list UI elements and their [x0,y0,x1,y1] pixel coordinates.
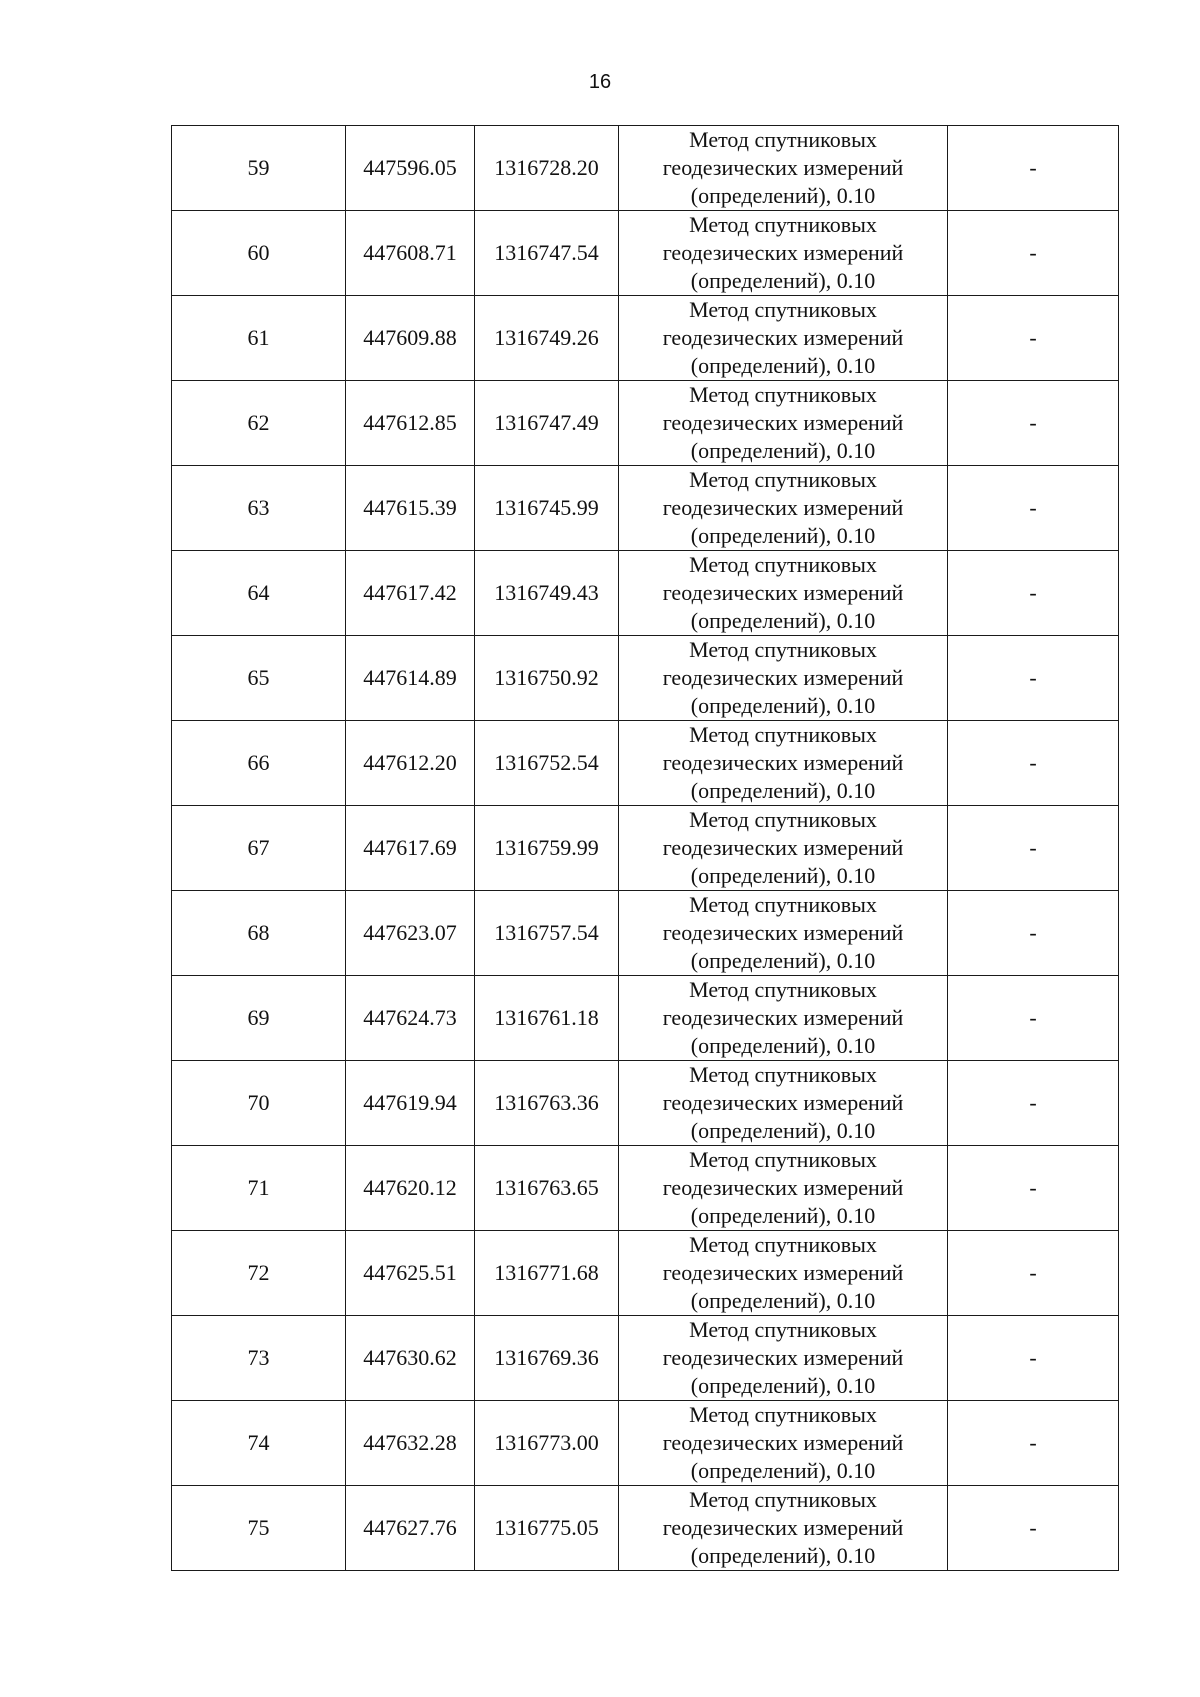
x-coordinate-cell: 447612.20 [346,721,475,806]
method-accuracy-cell: Метод спутниковых геодезических измерений (определений), 0.10 [619,126,948,211]
point-description-cell: - [948,891,1119,976]
point-number-cell: 67 [172,806,346,891]
point-description-cell: - [948,1146,1119,1231]
table-row [172,1061,1119,1146]
x-coordinate-cell: 447612.85 [346,381,475,466]
table-row [172,551,1119,636]
point-description-cell: - [948,381,1119,466]
coordinates-table-body [172,126,1119,1571]
y-coordinate-cell: 1316775.05 [475,1486,619,1571]
method-accuracy-cell: Метод спутниковых геодезических измерений (определений), 0.10 [619,1231,948,1316]
point-number-cell: 62 [172,381,346,466]
table-row [172,1231,1119,1316]
point-description-cell: - [948,466,1119,551]
method-accuracy-cell: Метод спутниковых геодезических измерений (определений), 0.10 [619,1401,948,1486]
y-coordinate-cell: 1316763.36 [475,1061,619,1146]
point-number-cell: 73 [172,1316,346,1401]
point-number-cell: 63 [172,466,346,551]
y-coordinate-cell: 1316771.68 [475,1231,619,1316]
y-coordinate-cell: 1316757.54 [475,891,619,976]
y-coordinate-cell: 1316747.49 [475,381,619,466]
y-coordinate-cell: 1316745.99 [475,466,619,551]
table-row [172,1316,1119,1401]
point-number-cell: 74 [172,1401,346,1486]
method-accuracy-cell: Метод спутниковых геодезических измерений (определений), 0.10 [619,466,948,551]
y-coordinate-cell: 1316769.36 [475,1316,619,1401]
point-number-cell: 61 [172,296,346,381]
x-coordinate-cell: 447609.88 [346,296,475,381]
point-number-cell: 72 [172,1231,346,1316]
table-row [172,466,1119,551]
point-description-cell: - [948,1401,1119,1486]
y-coordinate-cell: 1316761.18 [475,976,619,1061]
method-accuracy-cell: Метод спутниковых геодезических измерений (определений), 0.10 [619,1061,948,1146]
table-row [172,636,1119,721]
method-accuracy-cell: Метод спутниковых геодезических измерений (определений), 0.10 [619,1486,948,1571]
page-number: 16 [588,71,612,93]
method-accuracy-cell: Метод спутниковых геодезических измерений (определений), 0.10 [619,636,948,721]
point-description-cell: - [948,1316,1119,1401]
method-accuracy-cell: Метод спутниковых геодезических измерений (определений), 0.10 [619,1146,948,1231]
point-description-cell: - [948,1061,1119,1146]
table-row [172,1401,1119,1486]
table-row [172,806,1119,891]
y-coordinate-cell: 1316763.65 [475,1146,619,1231]
y-coordinate-cell: 1316749.26 [475,296,619,381]
table-row [172,1486,1119,1571]
table-row [172,211,1119,296]
method-accuracy-cell: Метод спутниковых геодезических измерений (определений), 0.10 [619,1316,948,1401]
point-description-cell: - [948,1486,1119,1571]
table-row [172,1146,1119,1231]
method-accuracy-cell: Метод спутниковых геодезических измерений (определений), 0.10 [619,976,948,1061]
point-number-cell: 71 [172,1146,346,1231]
point-number-cell: 64 [172,551,346,636]
y-coordinate-cell: 1316773.00 [475,1401,619,1486]
x-coordinate-cell: 447624.73 [346,976,475,1061]
y-coordinate-cell: 1316747.54 [475,211,619,296]
method-accuracy-cell: Метод спутниковых геодезических измерений (определений), 0.10 [619,381,948,466]
table-row [172,296,1119,381]
x-coordinate-cell: 447615.39 [346,466,475,551]
x-coordinate-cell: 447625.51 [346,1231,475,1316]
table-row [172,381,1119,466]
x-coordinate-cell: 447596.05 [346,126,475,211]
x-coordinate-cell: 447627.76 [346,1486,475,1571]
x-coordinate-cell: 447623.07 [346,891,475,976]
table-row [172,891,1119,976]
y-coordinate-cell: 1316728.20 [475,126,619,211]
coordinates-table [171,125,1119,1571]
point-description-cell: - [948,1231,1119,1316]
point-number-cell: 66 [172,721,346,806]
x-coordinate-cell: 447632.28 [346,1401,475,1486]
method-accuracy-cell: Метод спутниковых геодезических измерений (определений), 0.10 [619,551,948,636]
x-coordinate-cell: 447617.69 [346,806,475,891]
method-accuracy-cell: Метод спутниковых геодезических измерений (определений), 0.10 [619,721,948,806]
point-description-cell: - [948,636,1119,721]
point-number-cell: 60 [172,211,346,296]
point-description-cell: - [948,806,1119,891]
point-number-cell: 69 [172,976,346,1061]
point-description-cell: - [948,976,1119,1061]
x-coordinate-cell: 447619.94 [346,1061,475,1146]
point-description-cell: - [948,721,1119,806]
point-description-cell: - [948,551,1119,636]
y-coordinate-cell: 1316750.92 [475,636,619,721]
y-coordinate-cell: 1316749.43 [475,551,619,636]
y-coordinate-cell: 1316752.54 [475,721,619,806]
x-coordinate-cell: 447617.42 [346,551,475,636]
point-number-cell: 65 [172,636,346,721]
y-coordinate-cell: 1316759.99 [475,806,619,891]
point-number-cell: 70 [172,1061,346,1146]
point-number-cell: 68 [172,891,346,976]
x-coordinate-cell: 447630.62 [346,1316,475,1401]
point-number-cell: 75 [172,1486,346,1571]
point-number-cell: 59 [172,126,346,211]
table-row [172,721,1119,806]
method-accuracy-cell: Метод спутниковых геодезических измерений (определений), 0.10 [619,806,948,891]
point-description-cell: - [948,296,1119,381]
method-accuracy-cell: Метод спутниковых геодезических измерений (определений), 0.10 [619,296,948,381]
table-row [172,976,1119,1061]
point-description-cell: - [948,126,1119,211]
x-coordinate-cell: 447608.71 [346,211,475,296]
method-accuracy-cell: Метод спутниковых геодезических измерений (определений), 0.10 [619,891,948,976]
method-accuracy-cell: Метод спутниковых геодезических измерений (определений), 0.10 [619,211,948,296]
x-coordinate-cell: 447614.89 [346,636,475,721]
x-coordinate-cell: 447620.12 [346,1146,475,1231]
point-description-cell: - [948,211,1119,296]
table-row [172,126,1119,211]
